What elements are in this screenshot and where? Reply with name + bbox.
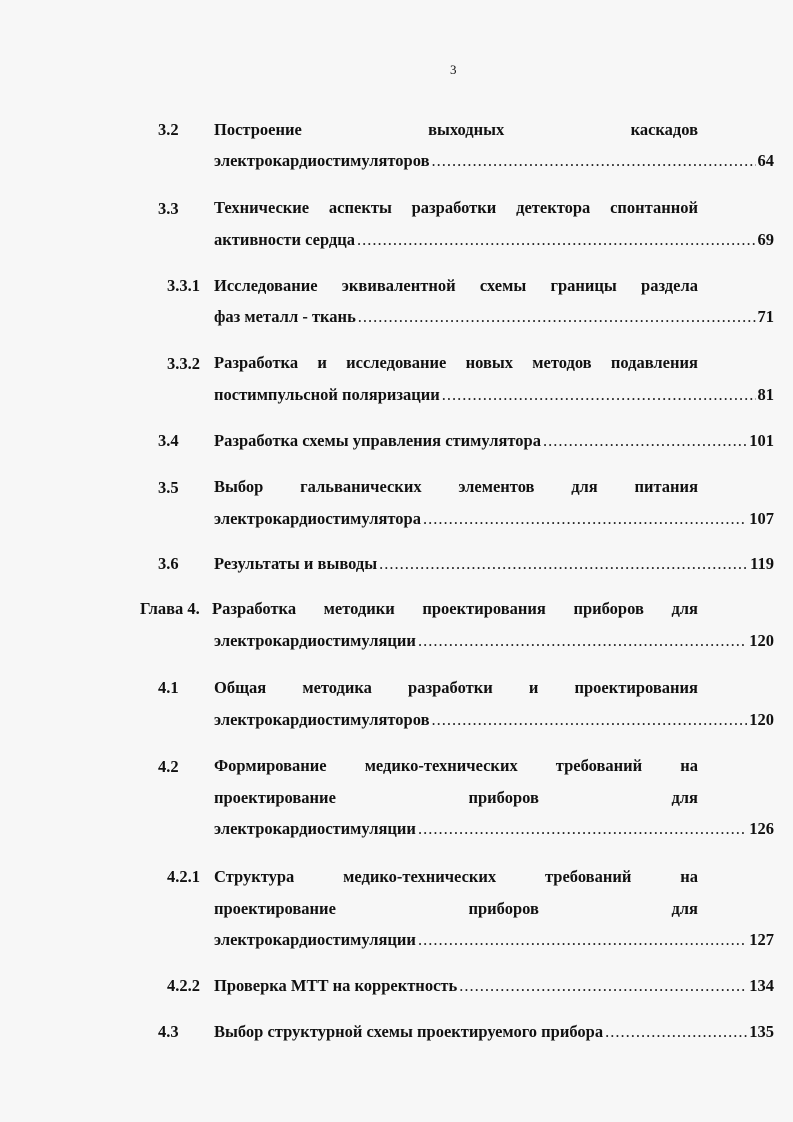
page-number: 3 <box>450 62 457 77</box>
entry-title: электрокардиостимуляции <box>214 930 416 949</box>
word: приборов <box>573 599 644 618</box>
entry-title: фаз металл - ткань <box>214 307 356 326</box>
dot-leader <box>605 1021 747 1043</box>
entry-page: 127 <box>749 930 774 949</box>
word: разработки <box>408 678 493 697</box>
word: медико-технических <box>343 867 497 886</box>
word: методов <box>532 353 592 372</box>
dot-leader <box>459 975 747 997</box>
entry-title: активности сердца <box>214 230 356 249</box>
entry-page: 69 <box>757 230 774 249</box>
word: для <box>671 599 698 618</box>
entry-number: 4.2 <box>158 757 179 776</box>
chapter-number: Глава 4. <box>140 599 200 618</box>
entry-title-line-2[interactable] <box>214 508 774 530</box>
entry-title-line-1[interactable] <box>214 1021 774 1043</box>
entry-title-line-1 <box>214 275 698 297</box>
entry-number: 3.2 <box>158 120 179 139</box>
word: проектирования <box>574 678 698 697</box>
entry-page: 135 <box>749 1022 774 1041</box>
dot-leader <box>418 818 747 840</box>
word: для <box>571 477 598 496</box>
word: на <box>680 867 698 886</box>
entry-page: 120 <box>749 710 774 729</box>
dot-leader <box>418 929 747 951</box>
entry-page: 71 <box>757 307 774 326</box>
word: эквивалентной <box>341 276 456 295</box>
word: Построение <box>214 120 302 139</box>
dot-leader <box>418 630 747 652</box>
word: проектирования <box>422 599 546 618</box>
entry-title-line-2[interactable] <box>214 709 774 731</box>
entry-title-line-1 <box>214 677 698 699</box>
entry-page: 101 <box>749 431 774 450</box>
word: требований <box>555 756 643 775</box>
entry-title-line-1 <box>214 755 698 777</box>
word: аспекты <box>328 198 392 217</box>
entry-title: электрокардиостимулятора <box>214 509 421 528</box>
entry-title-line-2[interactable] <box>214 630 774 652</box>
entry-number: 3.4 <box>158 431 179 450</box>
word: для <box>671 899 698 918</box>
word: раздела <box>641 276 698 295</box>
entry-number: 3.5 <box>158 478 179 497</box>
dot-leader <box>431 150 755 172</box>
word: на <box>680 756 698 775</box>
word: спонтанной <box>610 198 698 217</box>
word: разработки <box>411 198 497 217</box>
entry-title: электрокардиостимуляторов <box>214 710 430 729</box>
entry-title: электрокардиостимуляции <box>214 631 416 650</box>
entry-title: электрокардиостимуляции <box>214 819 416 838</box>
entry-title-line-2 <box>214 898 698 920</box>
entry-title-line-2[interactable] <box>214 306 774 328</box>
entry-title-line-1 <box>214 476 698 498</box>
entry-number: 4.1 <box>158 678 179 697</box>
entry-number: 3.6 <box>158 554 179 573</box>
word: границы <box>550 276 617 295</box>
word: и <box>528 678 539 697</box>
word: методика <box>302 678 372 697</box>
entry-page: 126 <box>749 819 774 838</box>
entry-page: 120 <box>749 631 774 650</box>
entry-title-line-1[interactable] <box>214 975 774 997</box>
entry-number: 3.3 <box>158 199 179 218</box>
word: Разработка <box>214 353 299 372</box>
word: методики <box>323 599 395 618</box>
entry-title-line-1 <box>214 352 698 374</box>
word: Разработка <box>212 599 297 618</box>
word: каскадов <box>630 120 698 139</box>
word: проектирование <box>214 788 336 807</box>
entry-title: Результаты и выводы <box>214 554 378 573</box>
word: для <box>671 788 698 807</box>
entry-title-line-1 <box>214 119 698 141</box>
word: приборов <box>468 788 539 807</box>
entry-page: 107 <box>749 509 774 528</box>
entry-title: Выбор структурной схемы проектируемого прибора <box>214 1022 604 1041</box>
word: детектора <box>516 198 591 217</box>
entry-title-line-3[interactable] <box>214 818 774 840</box>
word: Общая <box>214 678 267 697</box>
entry-title: Проверка МТТ на корректность <box>214 976 458 995</box>
dot-leader <box>379 553 748 575</box>
word: Формирование <box>214 756 327 775</box>
entry-title-line-2[interactable] <box>214 229 774 251</box>
word: схемы <box>479 276 527 295</box>
dot-leader <box>357 229 755 251</box>
word: требований <box>545 867 632 886</box>
dot-leader <box>431 709 747 731</box>
word: медико-технических <box>364 756 518 775</box>
word: питания <box>634 477 698 496</box>
entry-page: 134 <box>749 976 774 995</box>
word: Исследование <box>214 276 318 295</box>
entry-title: электрокардиостимуляторов <box>214 151 430 170</box>
entry-title-line-2 <box>214 787 698 809</box>
entry-title-line-1 <box>214 197 698 219</box>
entry-page: 119 <box>750 554 774 573</box>
word: Выбор <box>214 477 264 496</box>
entry-title-line-1[interactable] <box>214 430 774 452</box>
dot-leader <box>423 508 747 530</box>
word: новых <box>465 353 513 372</box>
entry-number: 4.3 <box>158 1022 179 1041</box>
entry-page: 81 <box>757 385 774 404</box>
entry-number: 4.2.1 <box>167 867 200 886</box>
word: и <box>317 353 327 372</box>
dot-leader <box>442 384 756 406</box>
word: Структура <box>214 867 295 886</box>
entry-title-line-2[interactable] <box>214 384 774 406</box>
word: выходных <box>428 120 505 139</box>
word: проектирование <box>214 899 336 918</box>
word: элементов <box>458 477 535 496</box>
word: гальванических <box>300 477 422 496</box>
entry-title-line-2[interactable] <box>214 150 774 172</box>
entry-title-line-1 <box>214 866 698 888</box>
word: подавления <box>610 353 698 372</box>
entry-title: постимпульсной поляризации <box>214 385 440 404</box>
dot-leader <box>358 306 756 328</box>
dot-leader <box>543 430 747 452</box>
word: исследование <box>346 353 447 372</box>
entry-title: Разработка схемы управления стимулятора <box>214 431 541 450</box>
entry-number: 4.2.2 <box>167 976 200 995</box>
entry-title-line-1 <box>212 598 698 620</box>
word: приборов <box>468 899 539 918</box>
entry-title-line-3[interactable] <box>214 929 774 951</box>
entry-title-line-1[interactable] <box>214 553 774 575</box>
entry-number: 3.3.1 <box>167 276 200 295</box>
entry-page: 64 <box>757 151 774 170</box>
word: Технические <box>214 198 310 217</box>
entry-number: 3.3.2 <box>167 354 200 373</box>
